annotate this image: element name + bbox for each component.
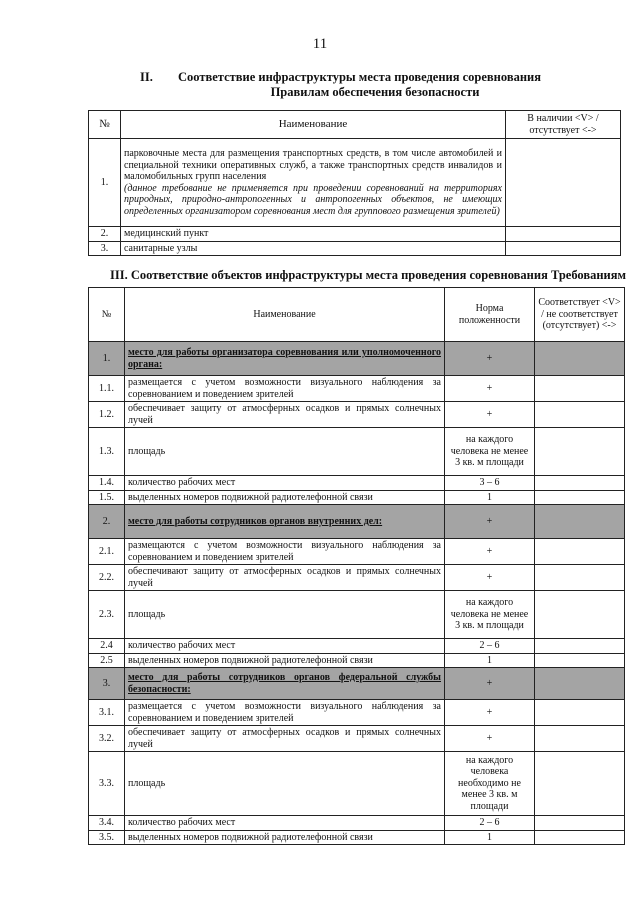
- group-norm: +: [445, 505, 535, 539]
- row-note: (данное требование не применяется при проведении соревнований на территориях природных, природно-антропогенных и антропогенных объектов, не имеющих определенных организатором соревнования мест для группового размещения зрителей): [124, 182, 502, 217]
- table-row: [89, 726, 625, 752]
- section2-title: [140, 70, 580, 100]
- group-row: [89, 668, 625, 700]
- row-norm: на каждого человека не менее 3 кв. м площади: [445, 428, 535, 476]
- row-name: размещается с учетом возможности визуального наблюдения за соревнованием и поведением зрителей: [125, 376, 445, 402]
- table-row: [89, 428, 625, 476]
- row-norm: +: [445, 402, 535, 428]
- row-name: количество рабочих мест: [125, 476, 445, 491]
- header-status: Соответствует <V> / не соответствует (отсутствует) <->: [535, 288, 625, 342]
- status-cell[interactable]: [535, 591, 625, 639]
- row-num: 1.5.: [89, 490, 125, 505]
- status-cell[interactable]: [535, 653, 625, 668]
- table-row: [89, 476, 625, 491]
- status-cell[interactable]: [535, 816, 625, 831]
- table-row: [89, 700, 625, 726]
- row-name: размещаются с учетом возможности визуального наблюдения за соревнованием и поведением зрителей: [125, 539, 445, 565]
- row-num: 3.1.: [89, 700, 125, 726]
- section2-title-line2: Правилам обеспечения безопасности: [270, 85, 480, 99]
- header-num: №: [89, 288, 125, 342]
- status-cell[interactable]: [535, 428, 625, 476]
- row-num: 3.2.: [89, 726, 125, 752]
- group-norm: +: [445, 342, 535, 376]
- row-norm: 1: [445, 830, 535, 845]
- status-cell[interactable]: [535, 726, 625, 752]
- status-cell[interactable]: [506, 139, 621, 227]
- row-num: 3.3.: [89, 752, 125, 816]
- status-cell[interactable]: [535, 668, 625, 700]
- row-name: количество рабочих мест: [125, 639, 445, 654]
- status-cell[interactable]: [535, 639, 625, 654]
- row-name: площадь: [125, 752, 445, 816]
- row-name: медицинский пункт: [121, 227, 506, 242]
- header-name: Наименование: [125, 288, 445, 342]
- table-row: [89, 591, 625, 639]
- row-name: количество рабочих мест: [125, 816, 445, 831]
- status-cell[interactable]: [535, 700, 625, 726]
- row-name: обеспечивает защиту от атмосферных осадков и прямых солнечных лучей: [125, 402, 445, 428]
- status-cell[interactable]: [535, 830, 625, 845]
- table-row: [89, 139, 621, 227]
- status-cell[interactable]: [535, 376, 625, 402]
- section2-number: II.: [140, 70, 153, 84]
- table-row: [89, 565, 625, 591]
- row-num: 2.1.: [89, 539, 125, 565]
- group-num: 1.: [89, 342, 125, 376]
- row-norm: 3 – 6: [445, 476, 535, 491]
- row-num: 1.2.: [89, 402, 125, 428]
- table-row: [89, 402, 625, 428]
- header-norm: Норма положенности: [445, 288, 535, 342]
- row-num: 1.1.: [89, 376, 125, 402]
- section3-table-header: [89, 288, 625, 342]
- row-name: выделенных номеров подвижной радиотелефонной связи: [125, 490, 445, 505]
- table-row: [89, 539, 625, 565]
- section3-title-text: Соответствие объектов инфраструктуры места проведения соревнования Требованиям: [130, 268, 627, 282]
- group-name: место для работы организатора соревнования или уполномоченного органа:: [125, 342, 445, 376]
- table-row: [89, 639, 625, 654]
- status-cell[interactable]: [535, 752, 625, 816]
- row-num: 2.: [89, 227, 121, 242]
- row-name: площадь: [125, 591, 445, 639]
- status-cell[interactable]: [535, 476, 625, 491]
- section3-title: [110, 268, 635, 283]
- status-cell[interactable]: [506, 241, 621, 256]
- row-name: размещается с учетом возможности визуального наблюдения за соревнованием и поведением зрителей: [125, 700, 445, 726]
- row-norm: 2 – 6: [445, 816, 535, 831]
- row-norm: +: [445, 376, 535, 402]
- row-name: обеспечивают защиту от атмосферных осадков и прямых солнечных лучей: [125, 565, 445, 591]
- status-cell[interactable]: [535, 402, 625, 428]
- row-norm: +: [445, 565, 535, 591]
- table-row: [89, 227, 621, 242]
- group-norm: +: [445, 668, 535, 700]
- row-num: 3.: [89, 241, 121, 256]
- table-row: [89, 653, 625, 668]
- status-cell[interactable]: [535, 505, 625, 539]
- row-num: 1.: [89, 139, 121, 227]
- row-norm: 1: [445, 490, 535, 505]
- group-row: [89, 505, 625, 539]
- status-cell[interactable]: [535, 565, 625, 591]
- section2-table-header: [89, 111, 621, 139]
- row-num: 1.4.: [89, 476, 125, 491]
- row-num: 1.3.: [89, 428, 125, 476]
- row-norm: +: [445, 539, 535, 565]
- section3-number: III.: [110, 268, 128, 282]
- section2-title-line1: Соответствие инфраструктуры места проведения соревнования: [178, 70, 541, 84]
- header-status: В наличии <V> / отсутствует <->: [506, 111, 621, 139]
- status-cell[interactable]: [535, 342, 625, 376]
- row-name: площадь: [125, 428, 445, 476]
- row-name: [121, 139, 506, 227]
- group-row: [89, 342, 625, 376]
- row-norm: 2 – 6: [445, 639, 535, 654]
- table-row: [89, 376, 625, 402]
- row-num: 2.3.: [89, 591, 125, 639]
- table-row: [89, 830, 625, 845]
- status-cell[interactable]: [506, 227, 621, 242]
- row-name-text: парковочные места для размещения транспортных средств, в том числе автомобилей и специальной техники оперативных служб, а также транспортных средств инвалидов и маломобильных групп населения: [124, 148, 502, 182]
- row-name: выделенных номеров подвижной радиотелефонной связи: [125, 653, 445, 668]
- group-num: 3.: [89, 668, 125, 700]
- header-num: №: [89, 111, 121, 139]
- page-number: 11: [312, 36, 328, 52]
- row-name: санитарные узлы: [121, 241, 506, 256]
- row-num: 2.4: [89, 639, 125, 654]
- row-norm: на каждого человека необходимо не менее 3 кв. м площади: [445, 752, 535, 816]
- status-cell[interactable]: [535, 490, 625, 505]
- row-name: обеспечивает защиту от атмосферных осадков и прямых солнечных лучей: [125, 726, 445, 752]
- section3-table: [88, 287, 625, 845]
- row-norm: на каждого человека не менее 3 кв. м площади: [445, 591, 535, 639]
- row-name: выделенных номеров подвижной радиотелефонной связи: [125, 830, 445, 845]
- row-num: 2.5: [89, 653, 125, 668]
- row-norm: 1: [445, 653, 535, 668]
- row-norm: +: [445, 726, 535, 752]
- status-cell[interactable]: [535, 539, 625, 565]
- group-name: место для работы сотрудников органов федеральной службы безопасности:: [125, 668, 445, 700]
- row-num: 2.2.: [89, 565, 125, 591]
- table-row: [89, 490, 625, 505]
- row-num: 3.5.: [89, 830, 125, 845]
- header-name: Наименование: [121, 111, 506, 139]
- group-name: место для работы сотрудников органов внутренних дел:: [125, 505, 445, 539]
- group-num: 2.: [89, 505, 125, 539]
- table-row: [89, 752, 625, 816]
- table-row: [89, 816, 625, 831]
- row-num: 3.4.: [89, 816, 125, 831]
- table-row: [89, 241, 621, 256]
- section2-table: [88, 110, 621, 256]
- row-norm: +: [445, 700, 535, 726]
